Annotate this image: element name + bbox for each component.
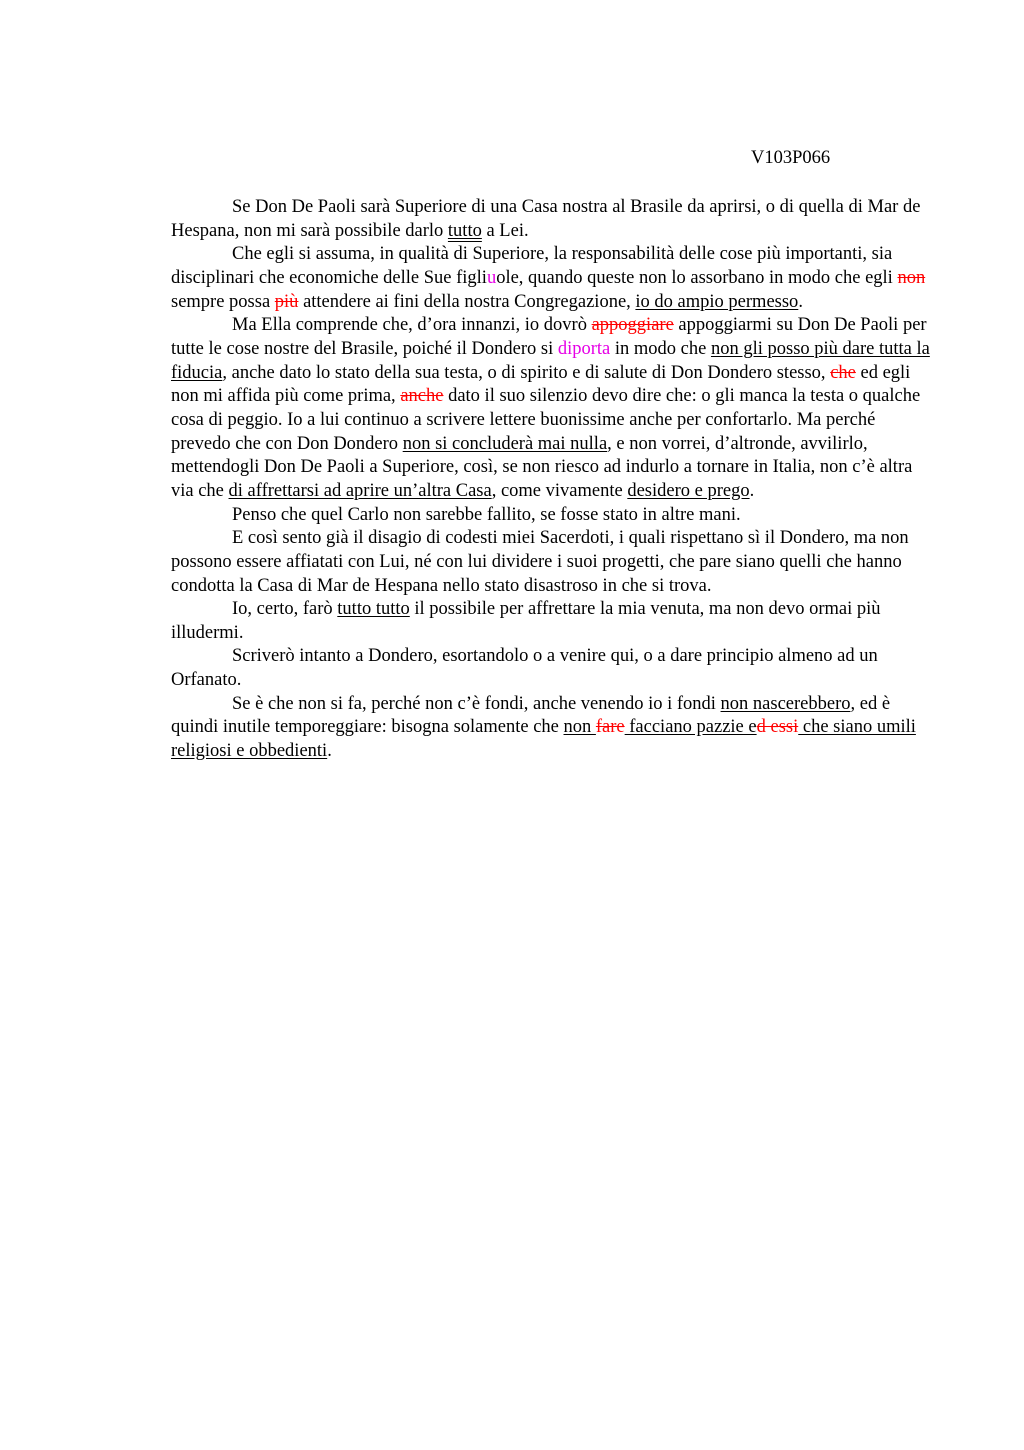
text-segment: , come vivamente bbox=[491, 480, 628, 501]
underlined-text: non si concluderà mai nulla bbox=[402, 433, 608, 454]
underlined-text: che siano umili religiosi e obbedienti bbox=[171, 717, 916, 762]
text-segment: Se Don De Paoli sarà Superiore di una Casa nostra al Brasile da aprirsi, o di quella di Mar de Hespana, non mi sarà possibile darlo bbox=[171, 197, 921, 241]
underlined-text: desidero e prego bbox=[627, 480, 750, 501]
text-segment: in modo che bbox=[610, 338, 711, 359]
text-segment: dato il suo silenzio devo dire che: o gli manca la testa o qualche cosa di peggio. Io a lui continuo a scrivere lettere buonissime anche per confortarlo. Ma perché prevedo che con Don Dondero bbox=[171, 386, 921, 454]
underlined-text: io do ampio permesso bbox=[635, 291, 799, 312]
text-segment: , anche dato lo stato della sua testa, o di spirito e di salute di Don Dondero stesso, bbox=[222, 362, 831, 383]
text-segment: appoggiarmi su Don De Paoli per tutte le cose nostre del Brasile, poiché il Dondero si bbox=[171, 315, 927, 359]
inserted-text: diporta bbox=[557, 338, 611, 359]
underlined-text: non bbox=[563, 717, 596, 738]
paragraph bbox=[171, 598, 931, 645]
text-segment: Io, certo, farò bbox=[232, 599, 338, 620]
deleted-text: che bbox=[830, 362, 856, 383]
text-segment: Che egli si assuma, in qualità di Superiore, la responsabilità delle cose più importanti, sia disciplinari che economiche delle Sue figli bbox=[171, 244, 893, 288]
paragraph bbox=[171, 196, 931, 243]
underlined-text: facciano pazzie e bbox=[624, 717, 757, 738]
text-segment: ed egli non mi affida più come prima, bbox=[171, 362, 911, 407]
paragraph bbox=[171, 693, 931, 764]
text-segment: , e non vorrei, d’altronde, avvilirlo, mettendogli Don De Paoli a Superiore, così, se non riesco ad indurlo a tornare in Italia, non c’è altra via che bbox=[171, 433, 913, 501]
underlined-text: non nascerebbero bbox=[720, 693, 851, 714]
text-segment: Scriverò intanto a Dondero, esortandolo o a venire qui, o a dare principio almeno ad un Orfanato. bbox=[171, 646, 878, 691]
paragraph bbox=[171, 243, 931, 314]
text-segment: a Lei. bbox=[481, 220, 529, 241]
letter-body bbox=[171, 196, 931, 764]
inserted-text: u bbox=[486, 267, 497, 288]
text-segment: ole, quando queste non lo assorbano in modo che egli bbox=[496, 267, 898, 288]
text-segment: . bbox=[798, 291, 803, 312]
deleted-text: appoggiare bbox=[591, 315, 674, 336]
paragraph bbox=[171, 527, 931, 598]
double-underlined-text: tutto bbox=[447, 220, 482, 241]
underlined-text: di affrettarsi ad aprire un’altra Casa bbox=[228, 480, 492, 501]
underlined-text: non gli posso più dare tutta la fiducia bbox=[171, 338, 930, 383]
paragraph bbox=[171, 645, 931, 692]
paragraph bbox=[171, 314, 931, 503]
text-segment: sempre possa bbox=[171, 291, 275, 312]
text-segment: , ed è quindi inutile temporeggiare: bisogna solamente che bbox=[171, 693, 891, 738]
text-segment: . bbox=[327, 741, 332, 762]
deleted-text: anche bbox=[400, 386, 444, 407]
deleted-text: fare bbox=[595, 717, 625, 738]
text-segment: attendere ai fini della nostra Congregazione, bbox=[298, 291, 636, 312]
text-segment: Se è che non si fa, perché non c’è fondi, anche venendo io i fondi bbox=[232, 693, 721, 714]
text-segment: Ma Ella comprende che, d’ora innanzi, io dovrò bbox=[232, 315, 592, 336]
text-segment: Penso che quel Carlo non sarebbe fallito, se fosse stato in altre mani. bbox=[232, 504, 741, 525]
deleted-text: più bbox=[274, 291, 299, 312]
underlined-text: tutto tutto bbox=[337, 599, 410, 620]
page-reference-code: V103P066 bbox=[751, 148, 831, 168]
text-segment: il possibile per affrettare la mia venuta, ma non devo ormai più illudermi. bbox=[171, 599, 881, 643]
paragraph bbox=[171, 504, 931, 528]
deleted-text: non bbox=[897, 267, 926, 288]
deleted-text: d essi bbox=[756, 717, 799, 738]
text-segment: E così sento già il disagio di codesti miei Sacerdoti, i quali rispettano sì il Dondero, ma non possono essere affiatati con Lui, né con lui dividere i suoi progetti, che pare siano quelli che hanno condotta la Casa di Mar de Hespana nello stato disastroso in che si trova. bbox=[171, 528, 909, 596]
text-segment: . bbox=[749, 480, 755, 501]
